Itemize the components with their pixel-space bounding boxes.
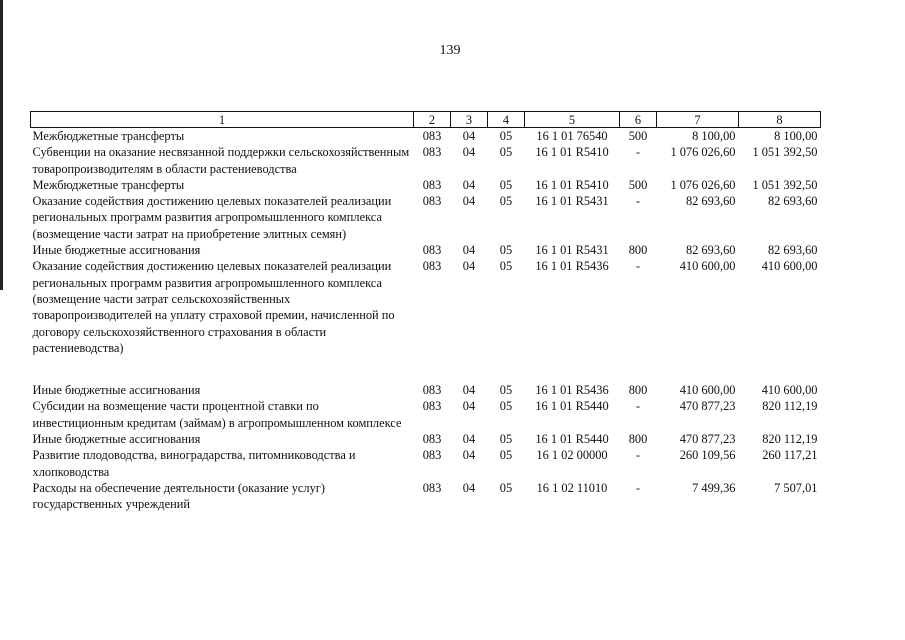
amount-year-1: 1 076 026,60 xyxy=(670,145,736,160)
section-code: 04 xyxy=(462,259,476,274)
ministry-code: 083 xyxy=(422,145,442,160)
table-row xyxy=(31,144,821,177)
target-article-code: 16 1 01 R5431 xyxy=(535,243,609,258)
left-margin-mark xyxy=(0,188,3,202)
subsection-code: 05 xyxy=(499,480,513,495)
expense-type-code: 800 xyxy=(628,243,648,258)
table-row xyxy=(31,177,821,193)
expense-name: Расходы на обеспечение деятельности (оказание услуг) государственных учреждений xyxy=(32,480,326,512)
table-row xyxy=(31,431,821,447)
table-row xyxy=(31,258,821,356)
section-code: 04 xyxy=(462,383,476,398)
expense-type-code: - xyxy=(635,480,641,495)
target-article-code: 16 1 01 R5431 xyxy=(535,194,609,209)
expense-type-code: - xyxy=(635,448,641,463)
ministry-code: 083 xyxy=(422,259,442,274)
column-header: 4 xyxy=(488,112,525,128)
amount-year-2: 7 507,01 xyxy=(774,480,818,495)
amount-year-1: 410 600,00 xyxy=(679,259,736,274)
subsection-code: 05 xyxy=(499,448,513,463)
table-row xyxy=(31,242,821,258)
section-code: 04 xyxy=(462,399,476,414)
blank-row xyxy=(31,356,821,382)
amount-year-1: 470 877,23 xyxy=(679,399,736,414)
column-header: 8 xyxy=(739,112,821,128)
amount-year-2: 82 693,60 xyxy=(767,243,818,258)
amount-year-2: 1 051 392,50 xyxy=(752,177,818,192)
expense-name: Межбюджетные трансферты xyxy=(32,177,185,192)
ministry-code: 083 xyxy=(422,129,442,143)
subsection-code: 05 xyxy=(499,432,513,447)
amount-year-2: 820 112,19 xyxy=(762,399,818,414)
expense-name: Субсидии на возмещение части процентной ставки по инвестиционным кредитам (займам) в агропромышленном комплексе xyxy=(32,399,402,430)
section-code: 04 xyxy=(462,129,476,143)
column-header: 6 xyxy=(620,112,657,128)
target-article-code: 16 1 01 R5436 xyxy=(535,383,609,398)
expense-type-code: 800 xyxy=(628,432,648,447)
blank-cell xyxy=(31,356,821,382)
expense-name: Межбюджетные трансферты xyxy=(32,129,185,143)
target-article-code: 16 1 01 R5440 xyxy=(535,399,609,414)
section-code: 04 xyxy=(462,432,476,447)
ministry-code: 083 xyxy=(422,194,442,209)
amount-year-1: 260 109,56 xyxy=(679,448,736,463)
target-article-code: 16 1 01 76540 xyxy=(536,129,608,143)
ministry-code: 083 xyxy=(422,432,442,447)
amount-year-1: 82 693,60 xyxy=(685,243,736,258)
column-header: 7 xyxy=(657,112,739,128)
column-header: 3 xyxy=(451,112,488,128)
ministry-code: 083 xyxy=(422,480,442,495)
budget-table xyxy=(30,111,821,513)
ministry-code: 083 xyxy=(422,177,442,192)
table-row xyxy=(31,128,821,145)
expense-type-code: 500 xyxy=(628,177,648,192)
amount-year-1: 8 100,00 xyxy=(692,129,736,143)
subsection-code: 05 xyxy=(499,129,513,143)
amount-year-2: 1 051 392,50 xyxy=(752,145,818,160)
column-number-row xyxy=(31,112,821,128)
expense-type-code: - xyxy=(635,259,641,274)
page-number: 139 xyxy=(439,43,461,58)
ministry-code: 083 xyxy=(422,448,442,463)
amount-year-1: 410 600,00 xyxy=(679,383,736,398)
amount-year-2: 260 117,21 xyxy=(762,448,818,463)
column-header: 5 xyxy=(525,112,620,128)
table-row xyxy=(31,480,821,513)
table-row xyxy=(31,447,821,480)
expense-name: Субвенции на оказание несвязанной поддержки сельскохозяйственным товаропроизводителям в области растениеводства xyxy=(32,145,410,176)
target-article-code: 16 1 01 R5436 xyxy=(535,259,609,274)
amount-year-2: 820 112,19 xyxy=(762,432,818,447)
expense-name: Развитие плодоводства, виноградарства, питомниководства и хлопководства xyxy=(32,448,356,479)
expense-type-code: - xyxy=(635,194,641,209)
expense-name: Оказание содействия достижению целевых показателей реализации региональных программ развития агропромышленного комплекса (возмещение части затрат сельскохозяйственных товаропроизводителей на уплату страховой премии, начисленной по договору сельскохозяйственного страхования в области растениеводства) xyxy=(32,259,395,355)
amount-year-1: 1 076 026,60 xyxy=(670,177,736,192)
target-article-code: 16 1 02 00000 xyxy=(536,448,608,463)
amount-year-2: 410 600,00 xyxy=(761,259,818,274)
expense-name: Оказание содействия достижению целевых показателей реализации региональных программ развития агропромышленного комплекса (возмещение части затрат на приобретение элитных семян) xyxy=(32,194,392,241)
section-code: 04 xyxy=(462,448,476,463)
ministry-code: 083 xyxy=(422,399,442,414)
amount-year-2: 410 600,00 xyxy=(761,383,818,398)
ministry-code: 083 xyxy=(422,383,442,398)
subsection-code: 05 xyxy=(499,399,513,414)
subsection-code: 05 xyxy=(499,194,513,209)
section-code: 04 xyxy=(462,243,476,258)
target-article-code: 16 1 01 R5410 xyxy=(535,145,609,160)
subsection-code: 05 xyxy=(499,243,513,258)
section-code: 04 xyxy=(462,480,476,495)
expense-type-code: - xyxy=(635,145,641,160)
column-header: 1 xyxy=(31,112,414,128)
expense-type-code: 500 xyxy=(628,129,648,143)
section-code: 04 xyxy=(462,177,476,192)
table-row xyxy=(31,398,821,431)
amount-year-2: 82 693,60 xyxy=(767,194,818,209)
section-code: 04 xyxy=(462,194,476,209)
subsection-code: 05 xyxy=(499,383,513,398)
expense-name: Иные бюджетные ассигнования xyxy=(32,383,201,398)
subsection-code: 05 xyxy=(499,259,513,274)
target-article-code: 16 1 02 11010 xyxy=(536,480,608,495)
subsection-code: 05 xyxy=(499,145,513,160)
expense-name: Иные бюджетные ассигнования xyxy=(32,243,201,258)
section-code: 04 xyxy=(462,145,476,160)
amount-year-1: 470 877,23 xyxy=(679,432,736,447)
table-row xyxy=(31,382,821,398)
column-header: 2 xyxy=(414,112,451,128)
expense-type-code: 800 xyxy=(628,383,648,398)
left-margin-mark xyxy=(0,170,3,184)
expense-type-code: - xyxy=(635,399,641,414)
amount-year-1: 7 499,36 xyxy=(692,480,736,495)
left-margin-rule xyxy=(0,0,3,290)
target-article-code: 16 1 01 R5410 xyxy=(535,177,609,192)
amount-year-2: 8 100,00 xyxy=(774,129,818,143)
expense-name: Иные бюджетные ассигнования xyxy=(32,432,201,447)
ministry-code: 083 xyxy=(422,243,442,258)
subsection-code: 05 xyxy=(499,177,513,192)
target-article-code: 16 1 01 R5440 xyxy=(535,432,609,447)
amount-year-1: 82 693,60 xyxy=(685,194,736,209)
table-row xyxy=(31,193,821,242)
